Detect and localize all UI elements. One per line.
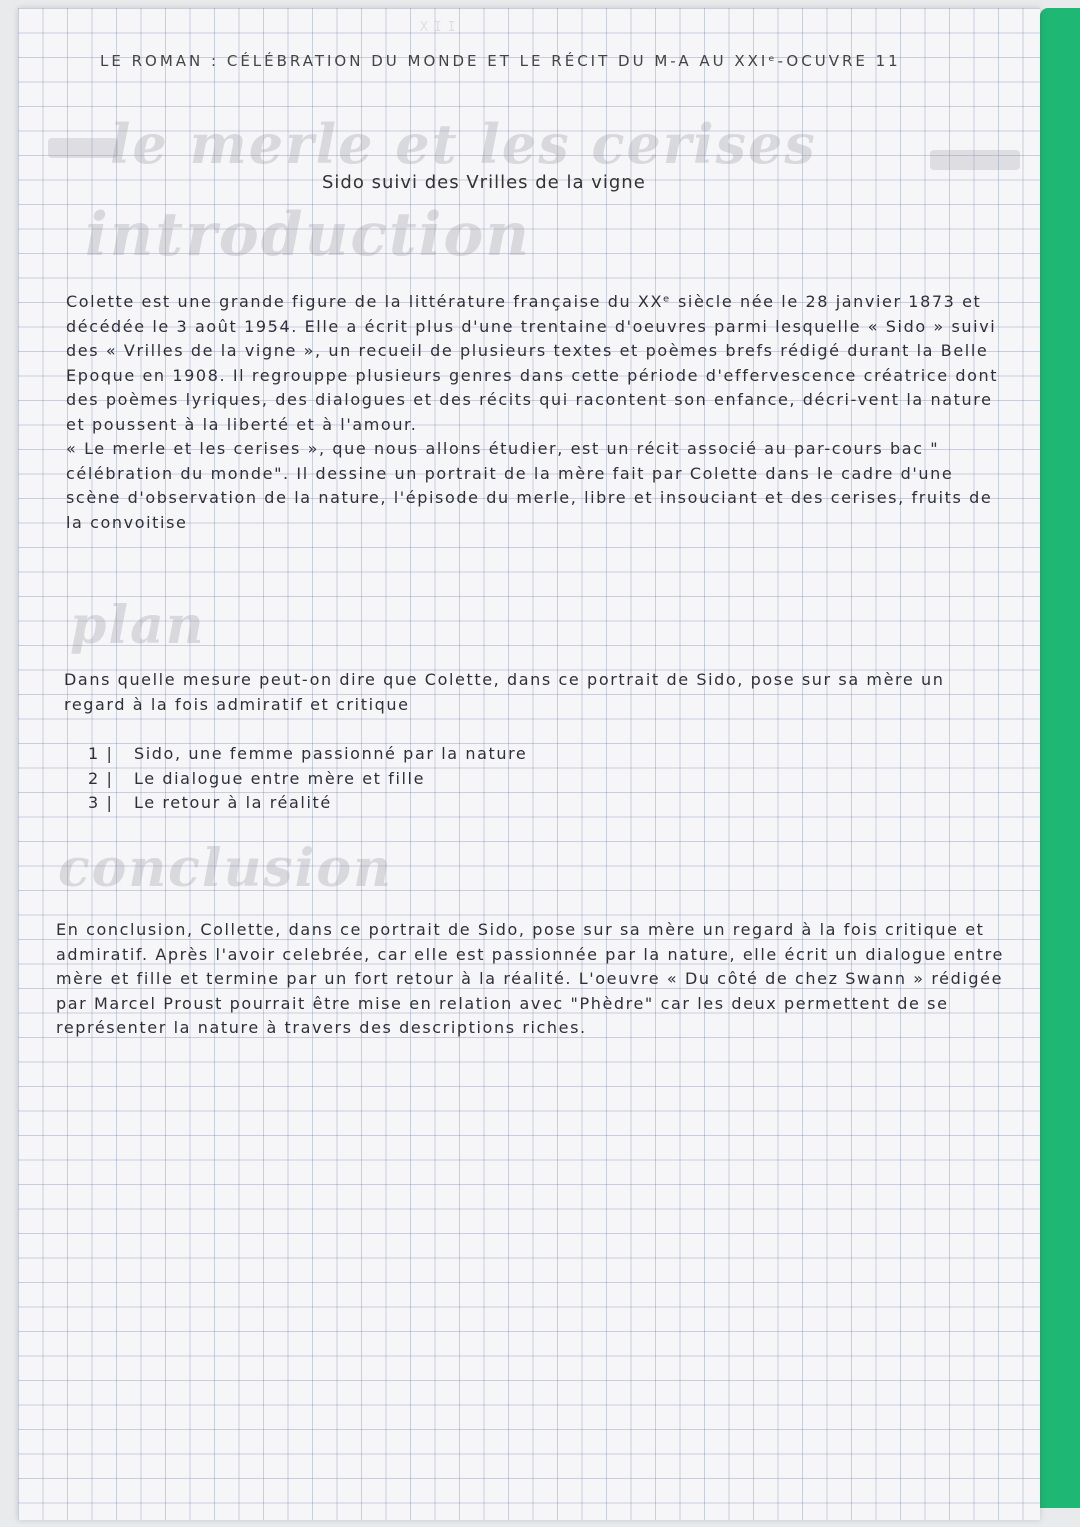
title-decoration-left [48, 138, 118, 158]
plan-list [88, 742, 527, 816]
plan-item [88, 742, 527, 767]
green-divider-tab [1040, 8, 1080, 1508]
plan-item-label: Le retour à la réalité [134, 793, 332, 812]
plan-question: Dans quelle mesure peut-on dire que Colette, dans ce portrait de Sido, pose sur sa mère un regard à la fois admiratif et critique [64, 670, 945, 714]
page-subtitle: Sido suivi des Vrilles de la vigne [322, 172, 646, 193]
plan-item-label: Sido, une femme passionné par la nature [134, 744, 528, 763]
plan-item-number: 3 | [88, 793, 114, 812]
plan-heading: plan [70, 595, 206, 656]
introduction-heading: introduction [85, 200, 532, 270]
introduction-paragraph-2: « Le merle et les cerises », que nous allons étudier, est un récit associé au par-cours bac " célébration du monde". Il dessine un portrait de la mère fait par Colette dans le cadre d'une scène d'observation de la nature, l'épisode du merle, libre et insouciant et des cerises, fruits de la convoitise [66, 439, 993, 532]
introduction-text [66, 290, 1011, 535]
plan-item [88, 791, 527, 816]
plan-item-number: 2 | [88, 768, 114, 788]
plan-item-number: 1 | [88, 744, 114, 763]
introduction-paragraph-1: Colette est une grande figure de la littérature française du XXᵉ siècle née le 28 janvier 1873 et décédée le 3 août 1954. Elle a écrit plus d'une trentaine d'oeuvres parmi lesquelle « Sido » suivi des « Vrilles de la vigne », un recueil de plusieurs textes et poèmes brefs rédigé durant la Belle Epoque en 1908. Il regrouppe plusieurs genres dans cette période d'effervescence créatrice dont des poèmes lyriques, des dialogues et des récits qui racontent son enfance, décri-vent la nature et poussent à la liberté et à l'amour. [66, 292, 999, 434]
conclusion-heading: conclusion [58, 838, 393, 899]
faded-previous-page-text: XII [420, 20, 462, 35]
conclusion-text: En conclusion, Collette, dans ce portrait de Sido, pose sur sa mère un regard à la fois critique et admiratif. Après l'avoir celebrée, car elle est passionnée par la nature, elle écrit un dialogue entre mère et fille et termine par un fort retour à la réalité. L'oeuvre « Du côté de chez Swann » rédigée par Marcel Proust pourrait être mise en relation avec "Phèdre" car les deux permettent de se représenter la nature à travers des descriptions riches. [56, 920, 1004, 1037]
course-header: LE ROMAN : CÉLÉBRATION DU MONDE ET LE RÉCIT DU M-A AU XXIᵉ-OCUVRE 11 [100, 52, 901, 70]
plan-item-label: Le dialogue entre mère et fille [134, 768, 426, 788]
plan-item [88, 767, 527, 792]
page-title: le merle et les cerises [110, 112, 817, 176]
title-decoration-right [930, 150, 1020, 170]
